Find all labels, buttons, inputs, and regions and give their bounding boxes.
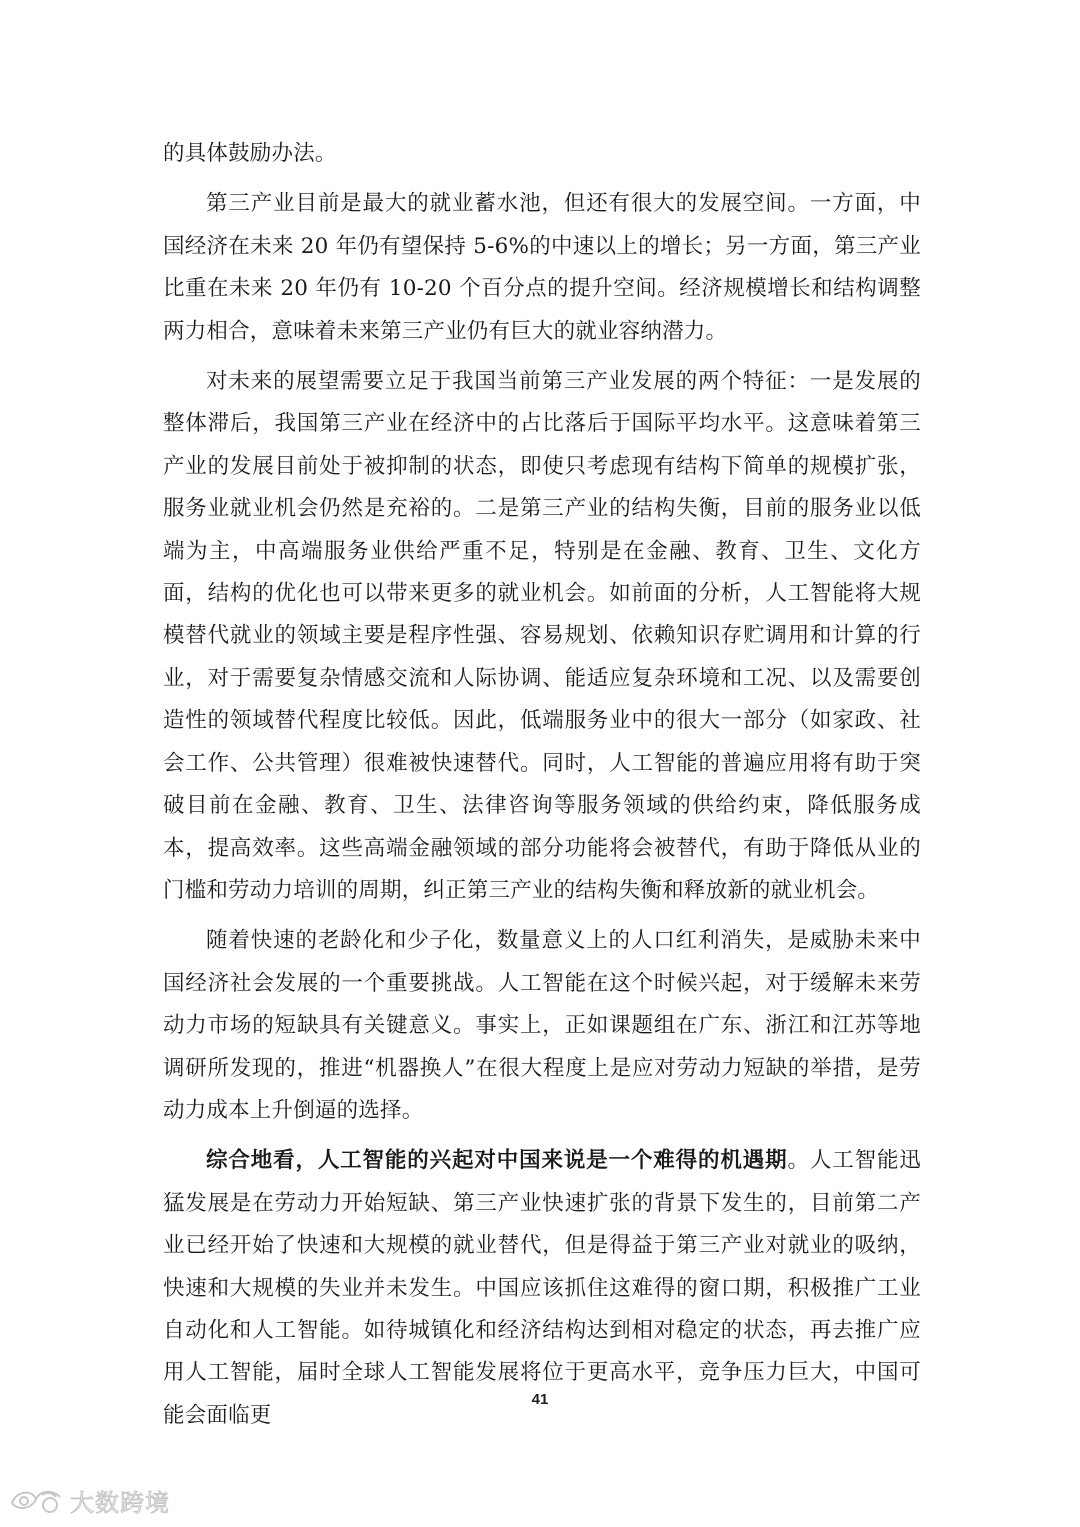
paragraph-aging: 随着快速的老龄化和少子化，数量意义上的人口红利消失，是威胁未来中国经济社会发展的一个重要挑战。人工智能在这个时候兴起，对于缓解未来劳动力市场的短缺具有关键意义。事实上，正如课题组在广东、浙江和江苏等地调研所发现的，推进“机器换人”在很大程度上是应对劳动力短缺的举措，是劳动力成本上升倒逼的选择。 [163, 928, 921, 1123]
watermark [6, 1482, 170, 1518]
watermark-text: 大数跨境 [70, 1488, 170, 1517]
summary-bold-lead: 综合地看，人工智能的兴起对中国来说是一个难得的机遇期 [206, 1148, 788, 1174]
paragraph-tertiary-industry: 第三产业目前是最大的就业蓄水池，但还有很大的发展空间。一方面，中国经济在未来 20 年仍有望保持 5-6%的中速以上的增长；另一方面，第三产业比重在未来 20 年仍有 10-20 个百分点的提升空间。经济规模增长和结构调整两力相合，意味着未来第三产业仍有巨大的就业容纳潜力。 [163, 191, 921, 344]
body-text [163, 133, 921, 1437]
paragraph-outlook: 对未来的展望需要立足于我国当前第三产业发展的两个特征：一是发展的整体滞后，我国第三产业在经济中的占比落后于国际平均水平。这意味着第三产业的发展目前处于被抑制的状态，即使只考虑现有结构下简单的规模扩张，服务业就业机会仍然是充裕的。二是第三产业的结构失衡，目前的服务业以低端为主，中高端服务业供给严重不足，特别是在金融、教育、卫生、文化方面，结构的优化也可以带来更多的就业机会。如前面的分析，人工智能将大规模替代就业的领域主要是程序性强、容易规划、依赖知识存贮调用和计算的行业，对于需要复杂情感交流和人际协调、能适应复杂环境和工况、以及需要创造性的领域替代程度比较低。因此，低端服务业中的很大一部分（如家政、社会工作、公共管理）很难被快速替代。同时，人工智能的普遍应用将有助于突破目前在金融、教育、卫生、法律咨询等服务领域的供给约束，降低服务成本，提高效率。这些高端金融领域的部分功能将会被替代，有助于降低从业的门槛和劳动力培训的周期，纠正第三产业的结构失衡和释放新的就业机会。 [163, 369, 921, 903]
page-number: 41 [531, 1391, 549, 1408]
paragraph-continuation: 的具体鼓励办法。 [163, 141, 337, 166]
summary-rest: 。人工智能迅猛发展是在劳动力开始短缺、第三产业快速扩张的背景下发生的，目前第二产业已经开始了快速和大规模的就业替代，但是得益于第三产业对就业的吸纳，快速和大规模的失业并未发生。中国应该抓住这难得的窗口期，积极推广工业自动化和人工智能。如待城镇化和经济结构达到相对稳定的状态，再去推广应用人工智能，届时全球人工智能发展将位于更高水平，竞争压力巨大，中国可能会面临更 [163, 1148, 922, 1428]
weibo-eye-logo-icon [6, 1483, 66, 1517]
